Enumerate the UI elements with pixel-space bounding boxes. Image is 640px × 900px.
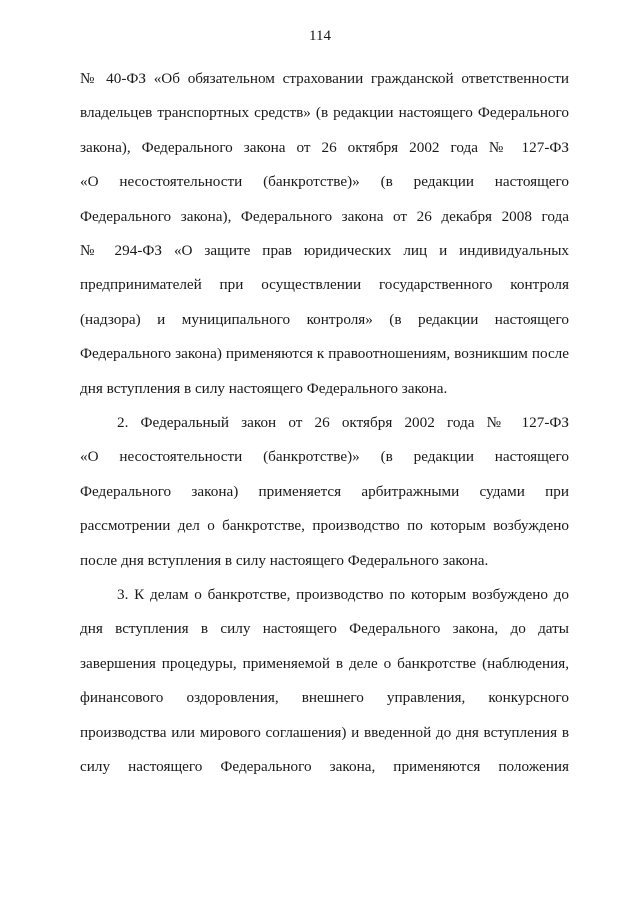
text-line: дня вступления в силу настоящего Федерального закона, до даты (80, 620, 569, 638)
text-line: «О несостоятельности (банкротстве)» (в редакции настоящего (80, 173, 569, 191)
paragraph-1 (80, 69, 569, 413)
text-line: 2. Федеральный закон от 26 октября 2002 года № 127-ФЗ (117, 414, 569, 431)
text-line: 3. К делам о банкротстве, производство по которым возбуждено до (117, 586, 569, 603)
text-line: № 294-ФЗ «О защите прав юридических лиц и индивидуальных (80, 241, 569, 259)
page-number: 114 (309, 28, 331, 44)
text-line: предпринимателей при осуществлении государственного контроля (80, 276, 569, 294)
text-line: дня вступления в силу настоящего Федерального закона. (80, 379, 448, 397)
text-line: (надзора) и муниципального контроля» (в редакции настоящего (80, 310, 569, 328)
text-line: завершения процедуры, применяемой в деле о банкротстве (наблюдения, (80, 654, 569, 672)
text-line: № 40-ФЗ «Об обязательном страховании гражданской ответственности (80, 70, 569, 87)
paragraph-3 (80, 585, 569, 791)
text-line: владельцев транспортных средств» (в редакции настоящего Федерального (80, 104, 569, 122)
text-line: производства или мирового соглашения) и введенной до дня вступления в (80, 723, 569, 741)
text-line: закона), Федерального закона от 26 октября 2002 года № 127-ФЗ (80, 138, 569, 156)
text-line: Федерального закона) применяются к правоотношениям, возникшим после (80, 345, 569, 363)
text-line: рассмотрении дел о банкротстве, производство по которым возбуждено (80, 517, 569, 535)
text-line: финансового оздоровления, внешнего управления, конкурсного (80, 689, 569, 707)
text-line: «О несостоятельности (банкротстве)» (в редакции настоящего (80, 448, 569, 466)
paragraph-2 (80, 413, 569, 585)
text-line: силу настоящего Федерального закона, применяются положения (80, 757, 569, 775)
text-line: после дня вступления в силу настоящего Федерального закона. (80, 551, 489, 569)
text-line: Федерального закона), Федерального закона от 26 декабря 2008 года (80, 207, 569, 225)
text-line: Федерального закона) применяется арбитражными судами при (80, 482, 569, 500)
